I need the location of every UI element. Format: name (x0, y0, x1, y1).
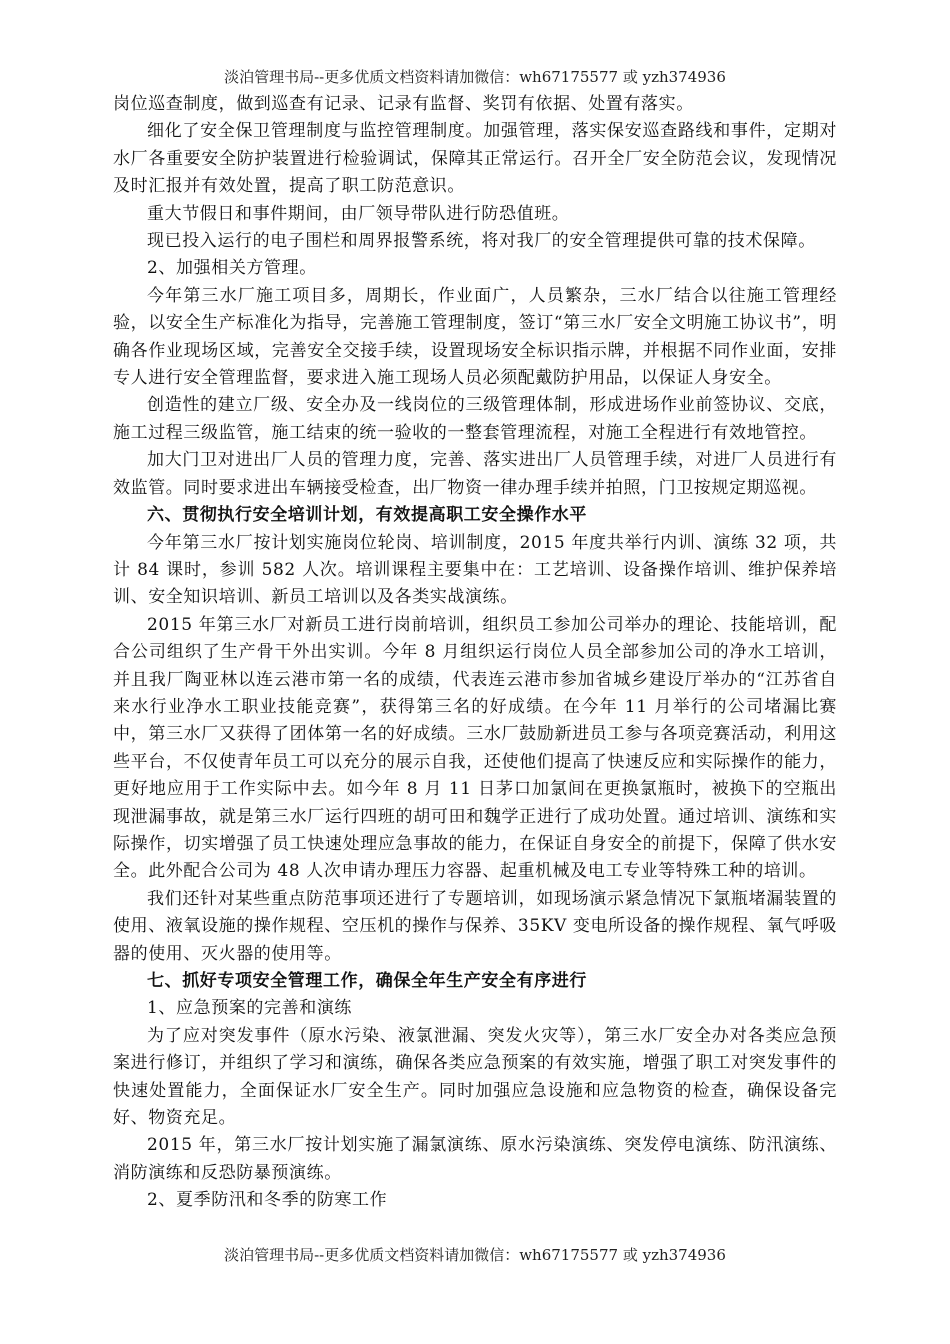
paragraph-construction-management: 今年第三水厂施工项目多，周期长，作业面广，人员繁杂，三水厂结合以往施工管理经验，以安全生产标准化为指导，完善施工管理制度，签订“第三水厂安全文明施工协议书”，明确各作业现场区域，完善安全交接手续，设置现场安全标识指示牌，并根据不同作业面，安排专人进行安全管理监督，要求进入施工现场人员必须配戴防护用品，以保证人身安全。 (113, 285, 837, 389)
paragraph-electronic-fence: 现已投入运行的电子围栏和周界报警系统，将对我厂的安全管理提供可靠的技术保障。 (147, 231, 816, 252)
paragraph-emergency-response: 为了应对突发事件（原水污染、液氯泄漏、突发火灾等），第三水厂安全办对各类应急预案进行修订，并组织了学习和演练，确保各类应急预案的有效实施，增强了职工对突发事件的快速处置能力，全面保证水厂安全生产。同时加强应急设施和应急物资的检查，确保设备完好、物资充足。 (113, 1025, 837, 1129)
subheading-related-party: 2、加强相关方管理。 (147, 258, 317, 279)
paragraph-new-staff-training: 2015 年第三水厂对新员工进行岗前培训，组织员工参加公司举办的理论、技能培训，配合公司组织了生产骨干外出实训。今年 8 月组织运行岗位人员全部参加公司的净水工培训，并且我厂陶亚林以连云港市第一名的成绩，代表连云港市参加省城乡建设厅举办的“江苏省自来水行业净水工职业技能竞赛”，获得第三名的好成绩。在今年 11 月举行的公司堵漏比赛中，第三水厂又获得了团体第一名的好成绩。三水厂鼓励新进员工参与各项竞赛活动，利用这些平台，不仅使青年员工可以充分的展示自我，还使他们提高了快速反应和实际操作的能力，更好地应用于工作实际中去。如今年 8 月 11 日茅口加氯间在更换氯瓶时，被换下的空瓶出现泄漏事故，就是第三水厂运行四班的胡可田和魏学正进行了成功处置。通过培训、演练和实际操作，切实增强了员工快速处理应急事故的能力，在保证自身安全的前提下，保障了供水安全。此外配合公司为 48 人次申请办理压力容器、起重机械及电工专业等特殊工种的培训。 (113, 614, 837, 882)
paragraph-gate-guard: 加大门卫对进出厂人员的管理力度，完善、落实进出厂人员管理手续，对进厂人员进行有效监管。同时要求进出车辆接受检查，出厂物资一律办理手续并拍照，门卫按规定期巡视。 (113, 450, 837, 498)
subheading-emergency-plan: 1、应急预案的完善和演练 (147, 998, 353, 1019)
paragraph-holiday-duty: 重大节假日和事件期间，由厂领导带队进行防恐值班。 (147, 203, 570, 224)
page-footer: 淡泊管理书局--更多优质文档资料请加微信：wh67175577 或 yzh374936 (224, 1246, 726, 1264)
paragraph-drills-2015: 2015 年，第三水厂按计划实施了漏氯演练、原水污染演练、突发停电演练、防汛演练、消防演练和反恐防暴预演练。 (113, 1135, 837, 1183)
page-header: 淡泊管理书局--更多优质文档资料请加微信：wh67175577 或 yzh374936 (224, 68, 726, 86)
section-heading-seven: 七、抓好专项安全管理工作，确保全年生产安全有序进行 (147, 971, 587, 991)
subheading-flood-cold: 2、夏季防汛和冬季的防寒工作 (147, 1190, 388, 1211)
paragraph-special-training: 我们还针对某些重点防范事项还进行了专题培训，如现场演示紧急情况下氯瓶堵漏装置的使用、液氧设施的操作规程、空压机的操作与保养、35KV 变电所设备的操作规程、氧气呼吸器的使用、灭火器的使用等。 (113, 888, 837, 964)
section-heading-six: 六、贯彻执行安全培训计划，有效提高职工安全操作水平 (147, 505, 587, 526)
paragraph-three-level-system: 创造性的建立厂级、安全办及一线岗位的三级管理体制，形成进场作业前签协议、交底，施工过程三级监管，施工结束的统一验收的一整套管理流程，对施工全程进行有效地管控。 (113, 395, 837, 443)
document-body (113, 91, 837, 1215)
paragraph-training-plan: 今年第三水厂按计划实施岗位轮岗、培训制度，2015 年度共举行内训、演练 32 项，共计 84 课时，参训 582 人次。培训课程主要集中在：工艺培训、设备操作培训、维护保养培训、安全知识培训、新员工培训以及各类实战演练。 (113, 532, 837, 608)
paragraph-security-management: 细化了安全保卫管理制度与监控管理制度。加强管理，落实保安巡查路线和事件，定期对水厂各重要安全防护装置进行检验调试，保障其正常运行。召开全厂安全防范会议，发现情况及时汇报并有效处置，提高了职工防范意识。 (113, 121, 837, 197)
paragraph-patrol-system: 岗位巡查制度，做到巡查有记录、记录有监督、奖罚有依据、处置有落实。 (113, 94, 694, 114)
